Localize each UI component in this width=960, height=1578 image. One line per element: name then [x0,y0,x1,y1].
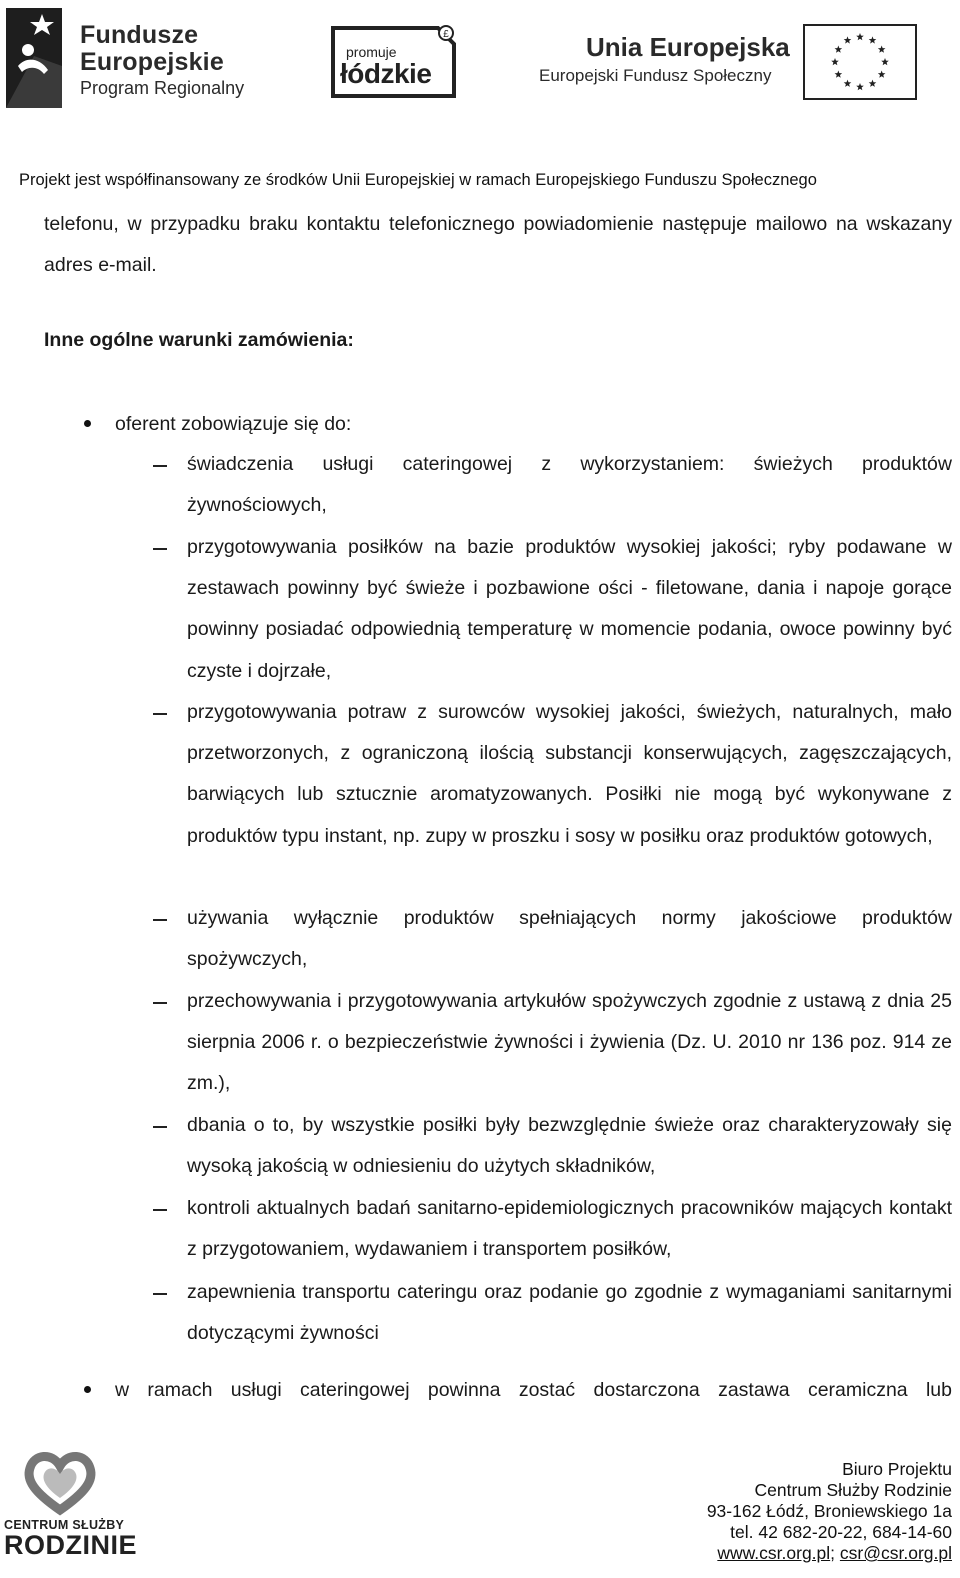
list-item: przygotowywania potraw z surowców wysokiej jakości, świeżych, naturalnych, mało przetworzonych, z ograniczoną ilością substancji konserwujących, zagęszczających, barwiących lub sztucznie aromatyzowanych. Posiłki nie mogą być wykonywane z produktów typu instant, np. zupy w proszku i sosy w posiłku oraz produktów gotowych, [187,701,952,847]
list-item: przechowywania i przygotowywania artykułów spożywczych zgodnie z ustawą z dnia 25 sierpnia 2006 r. o bezpieczeństwie żywności i żywienia (Dz. U. 2010 nr 136 poz. 914 ze zm.), [187,990,952,1095]
footer-org: Centrum Służby Rodzinie [754,1480,952,1500]
footer-address: 93-162 Łódź, Broniewskiego 1a [706,1501,952,1521]
csr-logo-line1: CENTRUM SŁUŻBY [4,1518,125,1532]
bullet-zastawa: w ramach usługi cateringowej powinna zostać dostarczona zastawa ceramiczna lub [115,1379,952,1401]
footer-links [707,1543,952,1564]
dash-marker [153,465,167,467]
lodzkie-logo-promuje: promuje [346,44,397,60]
dash-marker [153,548,167,550]
list-item: przygotowywania posiłków na bazie produktów wysokiej jakości; ryby podawane w zestawach powinny być świeże i pozbawione ości - filetowane, dania i napoje gorące powinny posiadać odpowiednią temperaturę w momencie podania, owoce powinny być czyste i dojrzałe, [187,536,952,682]
dash-marker [153,1293,167,1295]
fe-logo-line1: Fundusze [80,21,199,49]
eu-flag-icon [803,24,917,100]
continuation-paragraph: telefonu, w przypadku braku kontaktu telefonicznego powiadomienie następuje mailowo na wskazany adres e-mail. [44,213,952,276]
fundusze-europejskie-logo [80,22,244,100]
dash-marker [153,1126,167,1128]
website-link[interactable]: www.csr.org.pl [717,1543,831,1563]
list-item: zapewnienia transportu cateringu oraz podanie go zgodnie z wymaganiami sanitarnymi dotyczącymi żywności [187,1281,952,1345]
csr-logo-line2: RODZINIE [4,1530,138,1560]
dash-marker [153,713,167,715]
unia-europejska-subtitle: Europejski Fundusz Społeczny [539,66,772,85]
bullet-dot [84,420,91,427]
link-separator: ; [830,1543,836,1563]
footer-phone: tel. 42 682-20-22, 684-14-60 [730,1522,952,1542]
dash-marker [153,919,167,921]
project-cofinancing-note: Projekt jest współfinansowany ze środków Unii Europejskiej w ramach Europejskiego Funduszu Społecznego [19,171,817,189]
dash-marker [153,1002,167,1004]
unia-europejska-title: Unia Europejska [586,32,790,62]
footer-contact [707,1459,952,1564]
svg-text:£: £ [443,29,449,40]
list-item: kontroli aktualnych badań sanitarno-epidemiologicznych pracowników mających kontakt z przygotowaniem, wydawaniem i transportem posiłków, [187,1197,952,1261]
list-item: świadczenia usługi cateringowej z wykorzystaniem: świeżych produktów żywnościowych, [187,453,952,517]
fe-logo-line3: Program Regionalny [80,78,245,98]
section-heading: Inne ogólne warunki zamówienia: [44,329,354,351]
footer-office: Biuro Projektu [842,1459,952,1479]
dash-marker [153,1209,167,1211]
lodzkie-logo-name: łódzkie [340,58,432,89]
email-link[interactable]: csr@csr.org.pl [839,1543,952,1563]
fe-logo-line2: Europejskie [80,48,224,76]
bullet-dot [84,1386,91,1393]
list-item: używania wyłącznie produktów spełniających normy jakościowe produktów spożywczych, [187,907,952,971]
bullet-oferent: oferent zobowiązuje się do: [115,413,352,435]
list-item: dbania o to, by wszystkie posiłki były bezwzględnie świeże oraz charakteryzowały się wysoką jakością w odniesieniu do użytych składników, [187,1114,952,1178]
